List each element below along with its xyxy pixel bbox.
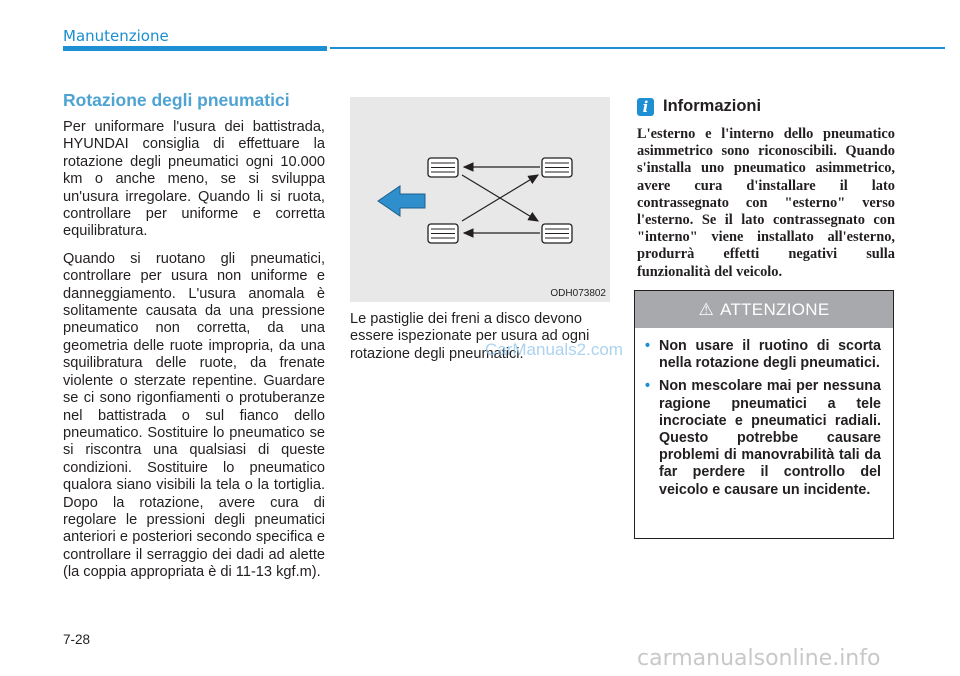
header-rule-thick <box>63 46 327 51</box>
bullet-icon: • <box>645 338 651 354</box>
info-body: L'esterno e l'interno dello pneumatico asimmetrico sono riconoscibili. Quando s'installa uno pneumatico asimmetrico, avere cura d'installare il lato contrassegnato con "esterno" verso l'esterno. Se il lato contrassegnato con "interno" viene installato all'esterno, produrrà effetti negativi sulla funzionalità del veicolo. <box>637 126 895 280</box>
brake-pad-note: Le pastiglie dei freni a disco devono essere ispezionate per usura ad ogni rotazione degli pneumatici. <box>350 311 590 362</box>
info-title: Informazioni <box>663 97 762 115</box>
article-title: Rotazione degli pneumatici <box>63 90 290 110</box>
watermark: CarManuals2.com <box>485 340 623 359</box>
article-paragraph-1: Per uniformare l'usura dei battistrada, HYUNDAI consiglia di effettuare la rotazione degli pneumatici ogni 10.000 km o anche meno, se si sviluppa un'usura irregolare. Quando li si ruota, controllare per uniforme e corretta equilibratura. <box>63 119 325 240</box>
figure-code: ODH073802 <box>550 288 606 299</box>
bullet-icon: • <box>645 378 651 395</box>
warning-item <box>645 378 881 498</box>
info-icon: i <box>637 98 654 116</box>
warning-item-text: Non usare il ruotino di scorta nella rotazione degli pneumatici. <box>659 338 881 372</box>
tire-rotation-figure <box>350 97 610 302</box>
tire-rotation-diagram <box>350 97 610 302</box>
warning-triangle-icon: ⚠ <box>698 299 715 319</box>
warning-title: ATTENZIONE <box>720 299 830 319</box>
footer-watermark: carmanualsonline.info <box>637 646 881 671</box>
forward-direction-arrow-icon <box>378 186 425 216</box>
warning-item <box>645 338 881 372</box>
page-number: 7-28 <box>63 632 91 647</box>
section-header: Manutenzione <box>63 27 169 45</box>
info-header <box>637 97 761 116</box>
header-rule-thin <box>330 47 945 49</box>
article-column <box>63 90 325 592</box>
warning-box <box>634 290 894 539</box>
warning-item-text: Non mescolare mai per nessuna ragione pneumatici a tele incrociate e pneumatici radiali. Questo potrebbe causare problemi di manovrabilità tali da far perdere il controllo del veicolo e causare un incidente. <box>659 378 881 498</box>
warning-header <box>635 291 893 328</box>
article-paragraph-2: Quando si ruotano gli pneumatici, controllare per usura non uniforme e danneggiamento. L'usura anomala è solitamente causata da una pressione pneumatico non corretta, da una geometria delle ruote impropria, da una squilibratura delle ruote, da frenate violente o sterzate repentine. Guardare se ci sono rigonfiamenti o protuberanze nel battistrada o sul fianco dello pneumatico. Sostituire lo pneumatico se si riscontra una qualsiasi di queste condizioni. Sostituire lo pneumatico qualora siano visibili la tela o la tortiglia. Dopo la rotazione, avere cura di regolare le pressioni degli pneumatici anteriori e posteriori secondo specifica e controllare il serraggio dei dadi ad alette (la coppia appropriata è di 11-13 kgf.m). <box>63 250 325 581</box>
warning-list <box>635 338 893 499</box>
